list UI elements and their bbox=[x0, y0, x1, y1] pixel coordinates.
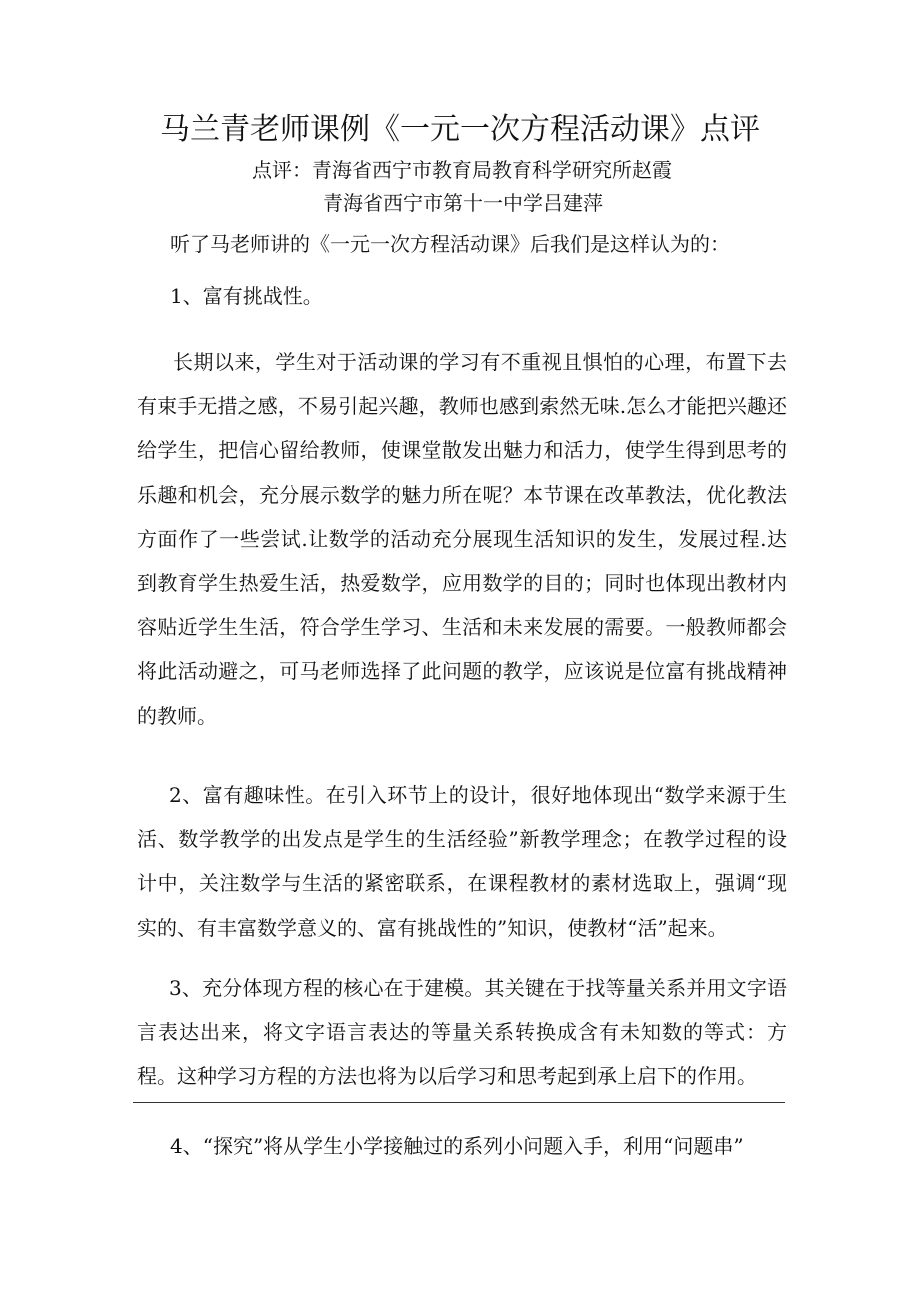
paragraph-3: 3、充分体现方程的核心在于建模。其关键在于找等量关系并用文字语言表达出来，将文字语言表达的等量关系转换成含有未知数的等式：方程。这种学习方程的方法也将为以后学习和思考起到承上启下的作用。 bbox=[137, 976, 787, 1089]
paragraph-1: 长期以来，学生对于活动课的学习有不重视且惧怕的心理，布置下去有束手无措之感，不易引起兴趣，教师也感到索然无味.怎么才能把兴趣还给学生，把信心留给教师，使课堂散发出魅力和活力，使学生得到思考的乐趣和机会，充分展示数学的魅力所在呢？本节课在改革教法，优化教法方面作了一些尝试.让数学的活动充分展现生活知识的发生，发展过程.达到教育学生热爱生活，热爱数学，应用数学的目的；同时也体现出教材内容贴近学生生活，符合学生学习、生活和未来发展的需要。一般教师都会将此活动避之，可马老师选择了此问题的教学，应该说是位富有挑战精神的教师。 bbox=[137, 350, 787, 728]
paragraph-4: 4、“探究”将从学生小学接触过的系列小问题入手，利用“问题串” bbox=[170, 1134, 744, 1158]
intro-text: 听了马老师讲的《一元一次方程活动课》后我们是这样认为的： bbox=[170, 232, 730, 256]
page-divider bbox=[133, 1102, 785, 1103]
document-title: 马兰青老师课例《一元一次方程活动课》点评 bbox=[160, 112, 760, 147]
reviewer-line-2: 青海省西宁市第十一中学吕建萍 bbox=[323, 191, 603, 215]
reviewer-line-1: 点评：青海省西宁市教育局教育科学研究所赵霞 bbox=[252, 158, 672, 182]
section-heading-1: 1、富有挑战性。 bbox=[170, 284, 323, 308]
paragraph-2: 2、富有趣味性。在引入环节上的设计，很好地体现出“数学来源于生活、数学教学的出发点是学生的生活经验”新教学理念；在教学过程的设计中，关注数学与生活的紧密联系，在课程教材的素材选取上，强调“现实的、有丰富数学意义的、富有挑战性的”知识，使教材“活”起来。 bbox=[137, 783, 787, 940]
